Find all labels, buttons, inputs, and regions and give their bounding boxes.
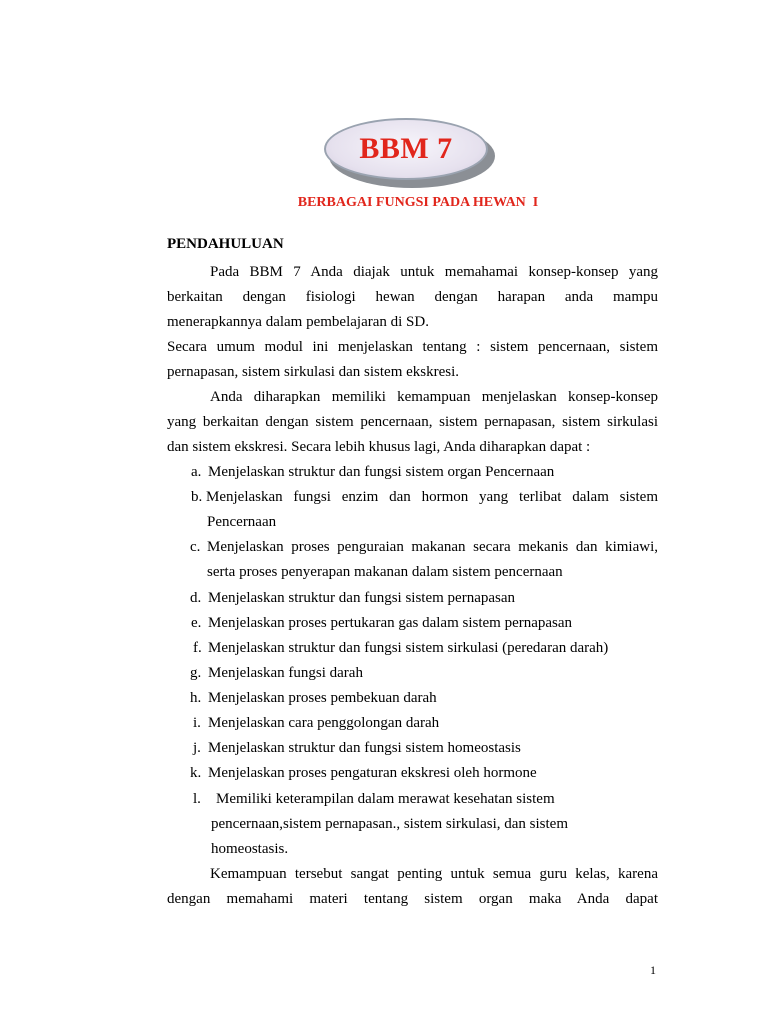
list-marker: d. bbox=[190, 590, 202, 606]
list-marker: f. bbox=[193, 640, 202, 656]
list-item-text: Menjelaskan struktur dan fungsi sistem homeostasis bbox=[208, 740, 521, 756]
list-item-text: Menjelaskan proses pembekuan darah bbox=[208, 690, 437, 706]
closing-line: Kemampuan tersebut sangat penting untuk semua guru kelas, karena bbox=[210, 866, 658, 882]
intro-line: dan sistem ekskresi. Secara lebih khusus lagi, Anda diharapkan dapat : bbox=[167, 439, 591, 455]
intro-line: yang berkaitan dengan sistem pencernaan, sistem pernapasan, sistem sirkulasi bbox=[167, 414, 658, 430]
badge-oval bbox=[324, 118, 488, 180]
intro-line: Pada BBM 7 Anda diajak untuk memahamai konsep-konsep yang bbox=[210, 264, 658, 280]
intro-line: pernapasan, sistem sirkulasi dan sistem ekskresi. bbox=[167, 364, 460, 380]
list-item-text: serta proses penyerapan makanan dalam sistem pencernaan bbox=[207, 564, 563, 580]
list-marker: c. bbox=[190, 539, 201, 555]
list-item-text: Menjelaskan struktur dan fungsi sistem pernapasan bbox=[208, 590, 516, 606]
list-item-text: Pencernaan bbox=[207, 514, 277, 530]
list-item-text: pencernaan,sistem pernapasan., sistem sirkulasi, dan sistem bbox=[211, 816, 568, 832]
list-marker: i. bbox=[193, 715, 201, 731]
list-item-text: Memiliki keterampilan dalam merawat kesehatan sistem bbox=[216, 791, 555, 807]
list-item-text: Menjelaskan proses pertukaran gas dalam sistem pernapasan bbox=[208, 615, 573, 631]
intro-line: berkaitan dengan fisiologi hewan dengan harapan anda mampu bbox=[167, 289, 658, 305]
chapter-badge bbox=[324, 118, 496, 190]
list-item-text: Menjelaskan proses pengaturan ekskresi oleh hormone bbox=[208, 765, 537, 781]
intro-line: Secara umum modul ini menjelaskan tentang : sistem pencernaan, sistem bbox=[167, 339, 658, 355]
closing-line: dengan memahami materi tentang sistem organ maka Anda dapat bbox=[167, 891, 658, 907]
list-marker: b. bbox=[191, 489, 203, 505]
list-marker: g. bbox=[190, 665, 202, 681]
intro-line: Anda diharapkan memiliki kemampuan menjelaskan konsep-konsep bbox=[210, 389, 658, 405]
list-item-text: Menjelaskan fungsi darah bbox=[208, 665, 363, 681]
list-item-text: Menjelaskan struktur dan fungsi sistem organ Pencernaan bbox=[208, 464, 555, 480]
list-item-text: Menjelaskan cara penggolongan darah bbox=[208, 715, 440, 731]
list-item-text: Menjelaskan struktur dan fungsi sistem sirkulasi (peredaran darah) bbox=[208, 640, 609, 656]
intro-line: menerapkannya dalam pembelajaran di SD. bbox=[167, 314, 429, 330]
list-item-text: Menjelaskan fungsi enzim dan hormon yang terlibat dalam sistem bbox=[206, 489, 658, 505]
list-item-text: Menjelaskan proses penguraian makanan secara mekanis dan kimiawi, bbox=[207, 539, 658, 555]
list-item-text: homeostasis. bbox=[211, 841, 289, 857]
list-marker: a. bbox=[191, 464, 202, 480]
list-marker: l. bbox=[193, 791, 201, 807]
page-number: 1 bbox=[650, 963, 656, 977]
list-marker: j. bbox=[193, 740, 201, 756]
list-marker: k. bbox=[190, 765, 202, 781]
chapter-title: BBM 7 bbox=[359, 132, 453, 165]
section-heading: PENDAHULUAN bbox=[167, 236, 284, 252]
list-marker: h. bbox=[190, 690, 202, 706]
list-marker: e. bbox=[191, 615, 202, 631]
chapter-subtitle: BERBAGAI FUNGSI PADA HEWAN I bbox=[297, 195, 539, 210]
